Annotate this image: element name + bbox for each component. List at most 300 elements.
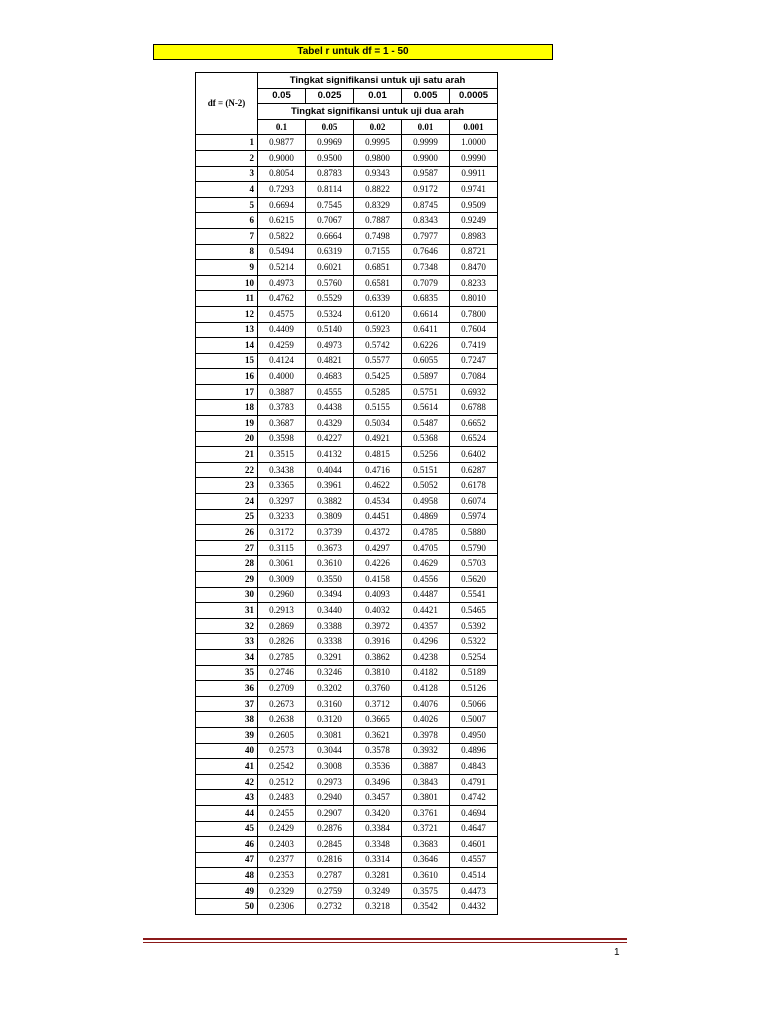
r-value-cell: 0.3972 bbox=[354, 618, 402, 634]
r-value-cell: 0.2353 bbox=[258, 868, 306, 884]
r-value-cell: 0.2573 bbox=[258, 743, 306, 759]
r-value-cell: 0.7419 bbox=[450, 338, 498, 354]
df-cell: 14 bbox=[196, 338, 258, 354]
table-row bbox=[196, 353, 498, 369]
r-value-cell: 0.5541 bbox=[450, 587, 498, 603]
r-value-cell: 0.4791 bbox=[450, 774, 498, 790]
r-value-cell: 0.6581 bbox=[354, 275, 402, 291]
r-value-cell: 0.9911 bbox=[450, 166, 498, 182]
table-row bbox=[196, 228, 498, 244]
r-value-cell: 0.3809 bbox=[306, 509, 354, 525]
r-value-cell: 0.4556 bbox=[402, 572, 450, 588]
df-cell: 15 bbox=[196, 353, 258, 369]
two-tail-level: 0.001 bbox=[450, 119, 498, 135]
r-value-cell: 0.3598 bbox=[258, 431, 306, 447]
r-value-cell: 0.5066 bbox=[450, 696, 498, 712]
r-value-cell: 0.3761 bbox=[402, 805, 450, 821]
r-value-cell: 0.2709 bbox=[258, 681, 306, 697]
r-value-cell: 0.5324 bbox=[306, 306, 354, 322]
r-value-cell: 0.5368 bbox=[402, 431, 450, 447]
table-row bbox=[196, 260, 498, 276]
r-value-cell: 0.5760 bbox=[306, 275, 354, 291]
r-value-cell: 0.5425 bbox=[354, 369, 402, 385]
r-value-cell: 0.2869 bbox=[258, 618, 306, 634]
one-tail-level: 0.025 bbox=[306, 88, 354, 104]
df-cell: 18 bbox=[196, 400, 258, 416]
r-value-cell: 0.7646 bbox=[402, 244, 450, 260]
r-value-cell: 0.3081 bbox=[306, 727, 354, 743]
r-value-cell: 0.3810 bbox=[354, 665, 402, 681]
r-value-cell: 0.3061 bbox=[258, 556, 306, 572]
r-value-cell: 0.4451 bbox=[354, 509, 402, 525]
one-tail-level: 0.05 bbox=[258, 88, 306, 104]
r-value-cell: 0.5742 bbox=[354, 338, 402, 354]
r-value-cell: 0.9995 bbox=[354, 135, 402, 151]
r-value-cell: 0.8470 bbox=[450, 260, 498, 276]
r-value-cell: 0.6215 bbox=[258, 213, 306, 229]
r-value-cell: 0.7293 bbox=[258, 182, 306, 198]
r-value-cell: 0.4742 bbox=[450, 790, 498, 806]
df-cell: 23 bbox=[196, 478, 258, 494]
df-cell: 38 bbox=[196, 712, 258, 728]
r-value-cell: 0.6074 bbox=[450, 494, 498, 510]
r-value-cell: 0.7155 bbox=[354, 244, 402, 260]
table-row bbox=[196, 369, 498, 385]
r-value-cell: 0.3249 bbox=[354, 883, 402, 899]
df-cell: 19 bbox=[196, 416, 258, 432]
r-value-cell: 0.3673 bbox=[306, 540, 354, 556]
df-cell: 26 bbox=[196, 525, 258, 541]
r-value-cell: 0.3494 bbox=[306, 587, 354, 603]
r-value-cell: 0.2907 bbox=[306, 805, 354, 821]
r-value-cell: 0.6932 bbox=[450, 384, 498, 400]
r-value-cell: 0.4622 bbox=[354, 478, 402, 494]
table-row bbox=[196, 821, 498, 837]
r-value-cell: 0.3687 bbox=[258, 416, 306, 432]
table-row bbox=[196, 852, 498, 868]
table-row bbox=[196, 213, 498, 229]
r-value-cell: 0.2913 bbox=[258, 603, 306, 619]
r-value-cell: 0.6652 bbox=[450, 416, 498, 432]
r-value-cell: 0.3961 bbox=[306, 478, 354, 494]
r-value-cell: 0.6411 bbox=[402, 322, 450, 338]
r-value-cell: 0.4124 bbox=[258, 353, 306, 369]
header-row-one-tail-label bbox=[196, 73, 498, 89]
two-tail-level: 0.05 bbox=[306, 119, 354, 135]
table-row bbox=[196, 338, 498, 354]
r-value-cell: 0.4514 bbox=[450, 868, 498, 884]
r-value-cell: 0.4843 bbox=[450, 759, 498, 775]
r-value-cell: 0.3536 bbox=[354, 759, 402, 775]
r-value-cell: 0.9969 bbox=[306, 135, 354, 151]
r-value-cell: 1.0000 bbox=[450, 135, 498, 151]
r-value-cell: 0.3420 bbox=[354, 805, 402, 821]
r-value-cell: 0.5923 bbox=[354, 322, 402, 338]
two-tail-level: 0.1 bbox=[258, 119, 306, 135]
r-value-cell: 0.3365 bbox=[258, 478, 306, 494]
r-value-cell: 0.8054 bbox=[258, 166, 306, 182]
df-cell: 20 bbox=[196, 431, 258, 447]
r-value-cell: 0.3665 bbox=[354, 712, 402, 728]
r-value-cell: 0.9587 bbox=[402, 166, 450, 182]
r-value-cell: 0.2377 bbox=[258, 852, 306, 868]
r-value-cell: 0.5285 bbox=[354, 384, 402, 400]
r-value-cell: 0.4432 bbox=[450, 899, 498, 915]
two-tail-level: 0.02 bbox=[354, 119, 402, 135]
r-value-cell: 0.3760 bbox=[354, 681, 402, 697]
df-cell: 36 bbox=[196, 681, 258, 697]
table-row bbox=[196, 182, 498, 198]
df-cell: 33 bbox=[196, 634, 258, 650]
df-cell: 49 bbox=[196, 883, 258, 899]
r-value-cell: 0.9000 bbox=[258, 150, 306, 166]
df-cell: 2 bbox=[196, 150, 258, 166]
table-row bbox=[196, 743, 498, 759]
r-value-cell: 0.9249 bbox=[450, 213, 498, 229]
df-cell: 40 bbox=[196, 743, 258, 759]
table-row bbox=[196, 384, 498, 400]
df-cell: 50 bbox=[196, 899, 258, 915]
table-row bbox=[196, 275, 498, 291]
r-value-cell: 0.4438 bbox=[306, 400, 354, 416]
r-value-cell: 0.2759 bbox=[306, 883, 354, 899]
r-value-cell: 0.2483 bbox=[258, 790, 306, 806]
r-value-cell: 0.2329 bbox=[258, 883, 306, 899]
r-value-cell: 0.8233 bbox=[450, 275, 498, 291]
r-value-cell: 0.5494 bbox=[258, 244, 306, 260]
r-value-cell: 0.7545 bbox=[306, 197, 354, 213]
table-row bbox=[196, 649, 498, 665]
r-value-cell: 0.4093 bbox=[354, 587, 402, 603]
r-table bbox=[195, 72, 498, 915]
r-value-cell: 0.3246 bbox=[306, 665, 354, 681]
r-value-cell: 0.3610 bbox=[306, 556, 354, 572]
r-value-cell: 0.5254 bbox=[450, 649, 498, 665]
r-value-cell: 0.8745 bbox=[402, 197, 450, 213]
r-value-cell: 0.7348 bbox=[402, 260, 450, 276]
df-cell: 16 bbox=[196, 369, 258, 385]
r-value-cell: 0.7498 bbox=[354, 228, 402, 244]
df-cell: 29 bbox=[196, 572, 258, 588]
r-value-cell: 0.3440 bbox=[306, 603, 354, 619]
r-value-cell: 0.3882 bbox=[306, 494, 354, 510]
r-value-cell: 0.4950 bbox=[450, 727, 498, 743]
r-value-cell: 0.6055 bbox=[402, 353, 450, 369]
r-value-cell: 0.5151 bbox=[402, 462, 450, 478]
table-row bbox=[196, 790, 498, 806]
r-value-cell: 0.5529 bbox=[306, 291, 354, 307]
two-tail-label: Tingkat signifikansi untuk uji dua arah bbox=[258, 104, 498, 120]
r-value-cell: 0.7247 bbox=[450, 353, 498, 369]
table-row bbox=[196, 462, 498, 478]
r-value-cell: 0.5007 bbox=[450, 712, 498, 728]
r-value-cell: 0.4705 bbox=[402, 540, 450, 556]
r-value-cell: 0.5256 bbox=[402, 447, 450, 463]
r-value-cell: 0.4421 bbox=[402, 603, 450, 619]
df-cell: 45 bbox=[196, 821, 258, 837]
r-value-cell: 0.3009 bbox=[258, 572, 306, 588]
table-row bbox=[196, 322, 498, 338]
r-value-cell: 0.5465 bbox=[450, 603, 498, 619]
r-value-cell: 0.4557 bbox=[450, 852, 498, 868]
one-tail-label: Tingkat signifikansi untuk uji satu arah bbox=[258, 73, 498, 89]
r-value-cell: 0.3008 bbox=[306, 759, 354, 775]
table-row bbox=[196, 150, 498, 166]
r-value-cell: 0.4534 bbox=[354, 494, 402, 510]
table-row bbox=[196, 774, 498, 790]
r-value-cell: 0.8783 bbox=[306, 166, 354, 182]
df-cell: 34 bbox=[196, 649, 258, 665]
r-value-cell: 0.4132 bbox=[306, 447, 354, 463]
r-value-cell: 0.5974 bbox=[450, 509, 498, 525]
r-value-cell: 0.2845 bbox=[306, 837, 354, 853]
r-value-cell: 0.4683 bbox=[306, 369, 354, 385]
table-row bbox=[196, 868, 498, 884]
r-value-cell: 0.5189 bbox=[450, 665, 498, 681]
r-value-cell: 0.9172 bbox=[402, 182, 450, 198]
table-row bbox=[196, 197, 498, 213]
table-row bbox=[196, 447, 498, 463]
r-value-cell: 0.7604 bbox=[450, 322, 498, 338]
r-value-cell: 0.5392 bbox=[450, 618, 498, 634]
r-value-cell: 0.8114 bbox=[306, 182, 354, 198]
table-row bbox=[196, 244, 498, 260]
r-value-cell: 0.3721 bbox=[402, 821, 450, 837]
r-value-cell: 0.8822 bbox=[354, 182, 402, 198]
r-value-cell: 0.3932 bbox=[402, 743, 450, 759]
r-value-cell: 0.3291 bbox=[306, 649, 354, 665]
df-cell: 4 bbox=[196, 182, 258, 198]
table-row bbox=[196, 416, 498, 432]
table-row bbox=[196, 805, 498, 821]
r-value-cell: 0.4958 bbox=[402, 494, 450, 510]
r-value-cell: 0.3978 bbox=[402, 727, 450, 743]
r-value-cell: 0.2638 bbox=[258, 712, 306, 728]
r-value-cell: 0.6694 bbox=[258, 197, 306, 213]
df-cell: 39 bbox=[196, 727, 258, 743]
r-value-cell: 0.5034 bbox=[354, 416, 402, 432]
r-value-cell: 0.3887 bbox=[258, 384, 306, 400]
table-row bbox=[196, 899, 498, 915]
r-value-cell: 0.6339 bbox=[354, 291, 402, 307]
r-value-cell: 0.2785 bbox=[258, 649, 306, 665]
r-value-cell: 0.3801 bbox=[402, 790, 450, 806]
r-value-cell: 0.4555 bbox=[306, 384, 354, 400]
table-title: Tabel r untuk df = 1 - 50 bbox=[153, 44, 553, 60]
r-value-cell: 0.3887 bbox=[402, 759, 450, 775]
r-value-cell: 0.2403 bbox=[258, 837, 306, 853]
r-table-body bbox=[196, 73, 498, 915]
r-value-cell: 0.4158 bbox=[354, 572, 402, 588]
df-cell: 25 bbox=[196, 509, 258, 525]
two-tail-level: 0.01 bbox=[402, 119, 450, 135]
r-value-cell: 0.3916 bbox=[354, 634, 402, 650]
r-value-cell: 0.6664 bbox=[306, 228, 354, 244]
r-value-cell: 0.3496 bbox=[354, 774, 402, 790]
r-value-cell: 0.4921 bbox=[354, 431, 402, 447]
r-value-cell: 0.6524 bbox=[450, 431, 498, 447]
r-value-cell: 0.2542 bbox=[258, 759, 306, 775]
table-row bbox=[196, 572, 498, 588]
r-value-cell: 0.9800 bbox=[354, 150, 402, 166]
r-value-cell: 0.2787 bbox=[306, 868, 354, 884]
r-value-cell: 0.5214 bbox=[258, 260, 306, 276]
r-value-cell: 0.9343 bbox=[354, 166, 402, 182]
table-row bbox=[196, 400, 498, 416]
r-value-cell: 0.5620 bbox=[450, 572, 498, 588]
table-row bbox=[196, 306, 498, 322]
r-value-cell: 0.3388 bbox=[306, 618, 354, 634]
df-cell: 11 bbox=[196, 291, 258, 307]
table-row bbox=[196, 665, 498, 681]
table-row bbox=[196, 587, 498, 603]
df-cell: 46 bbox=[196, 837, 258, 853]
r-value-cell: 0.5487 bbox=[402, 416, 450, 432]
r-value-cell: 0.4473 bbox=[450, 883, 498, 899]
r-value-cell: 0.4044 bbox=[306, 462, 354, 478]
r-value-cell: 0.4629 bbox=[402, 556, 450, 572]
r-value-cell: 0.4487 bbox=[402, 587, 450, 603]
df-cell: 27 bbox=[196, 540, 258, 556]
r-value-cell: 0.3348 bbox=[354, 837, 402, 853]
r-value-cell: 0.4694 bbox=[450, 805, 498, 821]
table-row bbox=[196, 431, 498, 447]
r-value-cell: 0.7977 bbox=[402, 228, 450, 244]
r-value-cell: 0.4026 bbox=[402, 712, 450, 728]
r-value-cell: 0.3297 bbox=[258, 494, 306, 510]
r-value-cell: 0.4815 bbox=[354, 447, 402, 463]
r-value-cell: 0.3233 bbox=[258, 509, 306, 525]
df-cell: 47 bbox=[196, 852, 258, 868]
r-value-cell: 0.3218 bbox=[354, 899, 402, 915]
r-value-cell: 0.5614 bbox=[402, 400, 450, 416]
r-value-cell: 0.3172 bbox=[258, 525, 306, 541]
table-row bbox=[196, 618, 498, 634]
r-value-cell: 0.5703 bbox=[450, 556, 498, 572]
r-value-cell: 0.3438 bbox=[258, 462, 306, 478]
r-value-cell: 0.3384 bbox=[354, 821, 402, 837]
r-value-cell: 0.4076 bbox=[402, 696, 450, 712]
df-cell: 12 bbox=[196, 306, 258, 322]
r-value-cell: 0.2876 bbox=[306, 821, 354, 837]
df-cell: 30 bbox=[196, 587, 258, 603]
r-value-cell: 0.5880 bbox=[450, 525, 498, 541]
table-row bbox=[196, 556, 498, 572]
r-value-cell: 0.4128 bbox=[402, 681, 450, 697]
df-cell: 35 bbox=[196, 665, 258, 681]
r-value-cell: 0.6287 bbox=[450, 462, 498, 478]
df-cell: 31 bbox=[196, 603, 258, 619]
df-cell: 24 bbox=[196, 494, 258, 510]
r-value-cell: 0.5751 bbox=[402, 384, 450, 400]
r-value-cell: 0.4259 bbox=[258, 338, 306, 354]
r-value-cell: 0.7887 bbox=[354, 213, 402, 229]
r-value-cell: 0.3610 bbox=[402, 868, 450, 884]
r-value-cell: 0.5577 bbox=[354, 353, 402, 369]
r-value-cell: 0.5822 bbox=[258, 228, 306, 244]
r-value-cell: 0.2826 bbox=[258, 634, 306, 650]
r-value-cell: 0.3115 bbox=[258, 540, 306, 556]
r-value-cell: 0.6120 bbox=[354, 306, 402, 322]
r-value-cell: 0.9900 bbox=[402, 150, 450, 166]
r-value-cell: 0.4762 bbox=[258, 291, 306, 307]
table-row bbox=[196, 291, 498, 307]
table-row bbox=[196, 509, 498, 525]
one-tail-level: 0.0005 bbox=[450, 88, 498, 104]
r-value-cell: 0.6788 bbox=[450, 400, 498, 416]
df-cell: 48 bbox=[196, 868, 258, 884]
r-value-cell: 0.2732 bbox=[306, 899, 354, 915]
df-cell: 37 bbox=[196, 696, 258, 712]
r-value-cell: 0.5322 bbox=[450, 634, 498, 650]
df-cell: 13 bbox=[196, 322, 258, 338]
r-value-cell: 0.4032 bbox=[354, 603, 402, 619]
r-value-cell: 0.2816 bbox=[306, 852, 354, 868]
r-value-cell: 0.3843 bbox=[402, 774, 450, 790]
r-value-cell: 0.4896 bbox=[450, 743, 498, 759]
r-value-cell: 0.6319 bbox=[306, 244, 354, 260]
r-value-cell: 0.6851 bbox=[354, 260, 402, 276]
r-value-cell: 0.4647 bbox=[450, 821, 498, 837]
r-value-cell: 0.4329 bbox=[306, 416, 354, 432]
r-value-cell: 0.3160 bbox=[306, 696, 354, 712]
r-value-cell: 0.4296 bbox=[402, 634, 450, 650]
r-value-cell: 0.8329 bbox=[354, 197, 402, 213]
table-row bbox=[196, 478, 498, 494]
r-value-cell: 0.3314 bbox=[354, 852, 402, 868]
r-value-cell: 0.5126 bbox=[450, 681, 498, 697]
table-row bbox=[196, 883, 498, 899]
df-header: df = (N-2) bbox=[196, 73, 258, 135]
r-value-cell: 0.4297 bbox=[354, 540, 402, 556]
r-value-cell: 0.4716 bbox=[354, 462, 402, 478]
r-value-cell: 0.4601 bbox=[450, 837, 498, 853]
r-value-cell: 0.2306 bbox=[258, 899, 306, 915]
df-cell: 7 bbox=[196, 228, 258, 244]
r-value-cell: 0.3120 bbox=[306, 712, 354, 728]
r-value-cell: 0.4357 bbox=[402, 618, 450, 634]
r-value-cell: 0.3202 bbox=[306, 681, 354, 697]
table-row bbox=[196, 681, 498, 697]
r-value-cell: 0.5052 bbox=[402, 478, 450, 494]
footer-rule-thin bbox=[143, 942, 627, 943]
r-value-cell: 0.8983 bbox=[450, 228, 498, 244]
footer-rule-thick bbox=[143, 938, 627, 940]
r-value-cell: 0.3044 bbox=[306, 743, 354, 759]
r-value-cell: 0.2673 bbox=[258, 696, 306, 712]
r-value-cell: 0.9990 bbox=[450, 150, 498, 166]
r-value-cell: 0.9741 bbox=[450, 182, 498, 198]
r-value-cell: 0.9500 bbox=[306, 150, 354, 166]
r-value-cell: 0.6402 bbox=[450, 447, 498, 463]
r-value-cell: 0.4227 bbox=[306, 431, 354, 447]
table-row bbox=[196, 759, 498, 775]
r-value-cell: 0.7079 bbox=[402, 275, 450, 291]
r-value-cell: 0.7084 bbox=[450, 369, 498, 385]
df-cell: 17 bbox=[196, 384, 258, 400]
r-value-cell: 0.3712 bbox=[354, 696, 402, 712]
r-value-cell: 0.6614 bbox=[402, 306, 450, 322]
table-row bbox=[196, 135, 498, 151]
table-row bbox=[196, 494, 498, 510]
r-value-cell: 0.3575 bbox=[402, 883, 450, 899]
table-row bbox=[196, 634, 498, 650]
df-cell: 44 bbox=[196, 805, 258, 821]
r-value-cell: 0.4238 bbox=[402, 649, 450, 665]
r-value-cell: 0.2960 bbox=[258, 587, 306, 603]
df-cell: 5 bbox=[196, 197, 258, 213]
df-cell: 28 bbox=[196, 556, 258, 572]
